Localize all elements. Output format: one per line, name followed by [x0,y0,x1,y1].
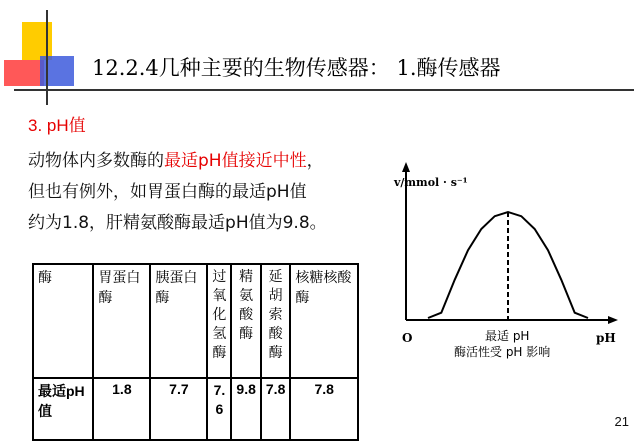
ph-value-cell: 9.8 [231,378,260,440]
chart-peak-label: 最适 pH [485,329,530,343]
ph-value-cell: 7.7 [150,378,207,440]
ph-value-cell [207,378,231,440]
paragraph-line-1 [28,146,398,177]
enzyme-name-cell: 胃蛋白酶 [93,264,150,378]
enzyme-ph-table [32,263,359,441]
chart-origin-label: O [402,331,413,345]
chart-y-arrow [402,162,410,172]
enzyme-name-cell [261,264,290,378]
enzyme-name-cell [207,264,231,378]
table-value-row [33,378,358,440]
table-header-row [33,264,358,378]
ph-value-cell: 7.8 [290,378,358,440]
table-row-label: 最适pH值 [33,378,93,440]
paragraph-line-2: 但也有例外，如胃蛋白酶的最适pH值 [28,182,307,202]
page-number: 21 [614,414,629,429]
body-paragraph [28,146,398,239]
table-header-label: 酶 [33,264,93,378]
enzyme-name-text: 精氨酸酶 [239,268,254,341]
highlight-text: 最适pH值接近中性 [164,151,307,171]
chart-caption: 酶活性受 pH 影响 [454,345,551,359]
enzyme-name-text: 过氧化氢酶 [212,268,227,360]
enzyme-name-text: 延胡索酸酶 [268,268,283,360]
chart-xlabel: pH [596,331,616,345]
paragraph-line-3: 约为1.8，肝精氨酸酶最适pH值为9.8。 [28,213,327,233]
enzyme-name-cell [231,264,260,378]
decor-red-block [4,60,44,86]
slide-title: 12.2.4几种主要的生物传感器： 1.酶传感器 [92,56,501,80]
ph-activity-chart [388,150,628,365]
chart-x-arrow [608,316,618,324]
ph-value-cell: 1.8 [93,378,150,440]
section-heading: 3. pH值 [28,116,86,135]
enzyme-name-cell: 核糖核酸酶 [290,264,358,378]
title-underline [14,89,634,91]
chart-ylabel: v/mmol · s⁻¹ [394,176,468,189]
text-segment: ， [306,151,324,171]
ph-value-cell: 7.8 [261,378,290,440]
text-segment: 动物体内多数酶的 [28,151,164,171]
ph-value-text: 7.6 [213,382,226,417]
enzyme-name-cell: 胰蛋白酶 [150,264,207,378]
